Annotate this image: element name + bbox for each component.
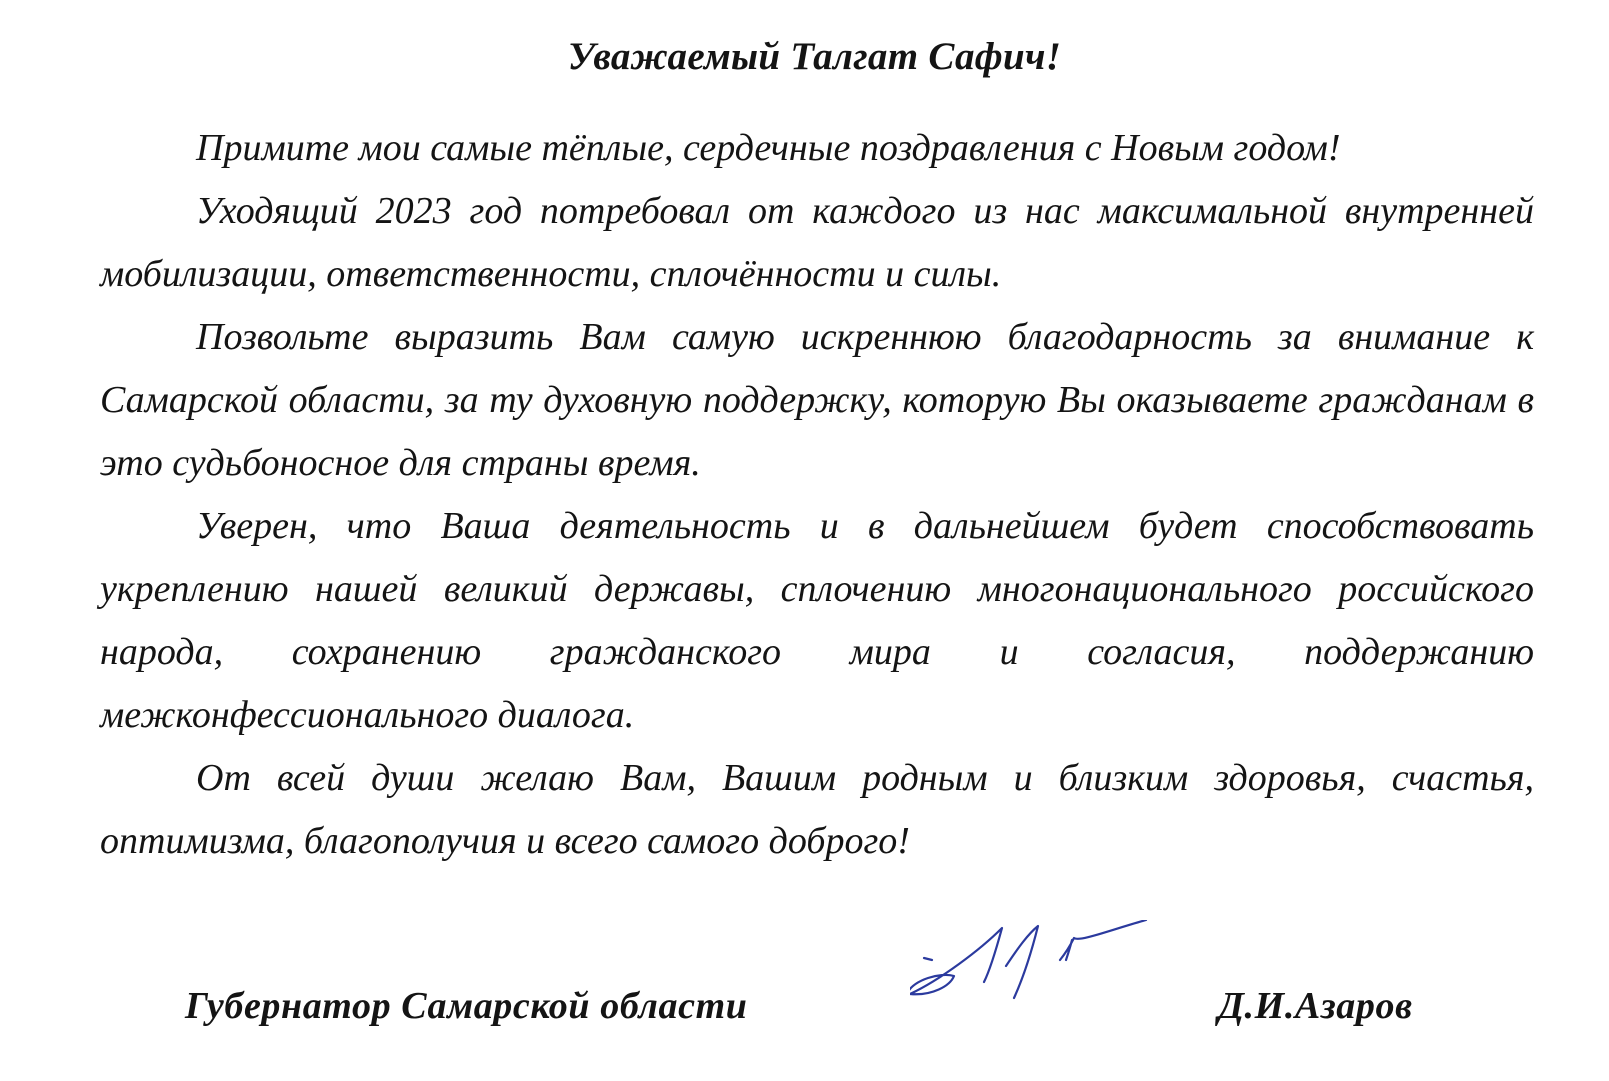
signatory-title: Губернатор Самарской области (185, 985, 748, 1027)
paragraph-outgoing-year: Уходящий 2023 год потребовал от каждого из нас максимальной внутренней мобилизации, ответственности, сплочённости и силы. (100, 190, 1534, 295)
signature-stroke-middle (1006, 926, 1038, 998)
signature-stroke-right (1060, 920, 1146, 960)
paragraph-confidence: Уверен, что Ваша деятельность и в дальнейшем будет способствовать укреплению нашей великий державы, сплочению многонационального российского народа, сохранению гражданского мира и согласия, поддержанию межконфессионального диалога. (100, 505, 1534, 736)
signatory-name: Д.И.Азаров (1218, 985, 1413, 1027)
salutation: Уважаемый Талгат Сафич! (567, 35, 1062, 78)
paragraph-greeting: Примите мои самые тёплые, сердечные поздравления с Новым годом! (196, 127, 1341, 169)
letter-body (100, 117, 1534, 873)
paragraph-wishes: От всей души желаю Вам, Вашим родным и близким здоровья, счастья, оптимизма, благополучия и всего самого доброго! (100, 757, 1534, 862)
handwritten-signature (910, 920, 1210, 1040)
paragraph-gratitude: Позвольте выразить Вам самую искреннюю благодарность за внимание к Самарской области, за ту духовную поддержку, которую Вы оказываете гражданам в это судьбоносное для страны время. (100, 316, 1534, 484)
signature-block (0, 920, 1609, 1040)
signature-stroke-loop (910, 928, 1002, 994)
